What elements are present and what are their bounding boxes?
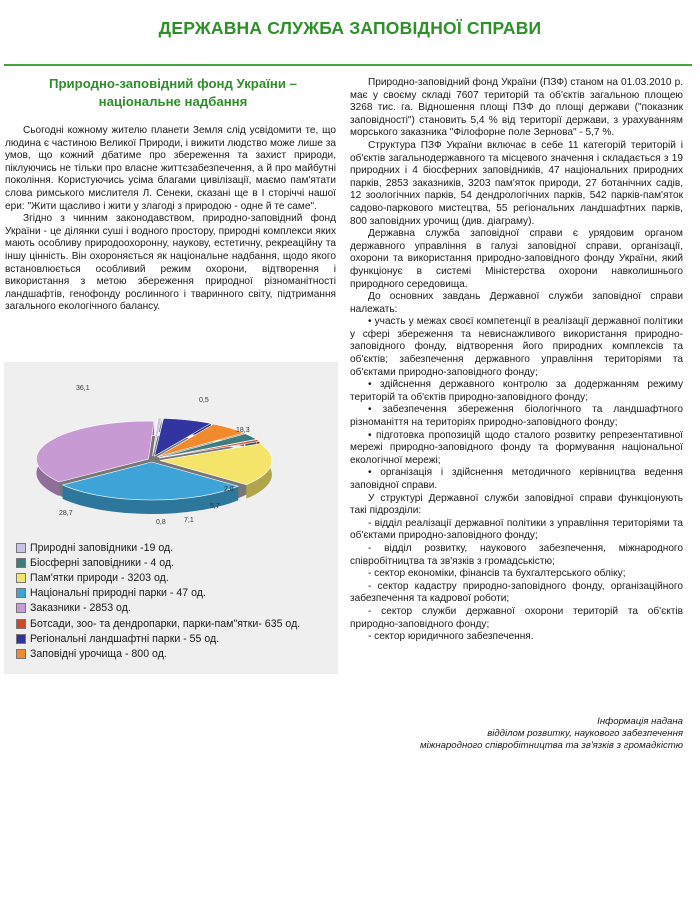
legend-item [16, 540, 331, 555]
legend-label: Заповідні урочища - 800 од. [30, 647, 167, 660]
intro-paragraph: Сьогодні кожному жителю планети Земля слід усвідомити те, що людина є частиною Великої Природи, і вижити людство може лише за умов, що кожний дбатиме про збереження та захист природи, піклуючись не тільки про власне життєзабезпечення, а й про майбутні покоління. Користуючись усіма благами цивілізації, маємо пам'ятати слова римського мислителя Л. Сенеки, сказані ще в I сторіччі нашої ери: "Жити щасливо і жити у злагоді з природою - одне й те саме". [5, 125, 336, 212]
article-credits [343, 716, 683, 753]
article-title: Природно-заповідний фонд України – національне надбання [49, 76, 297, 109]
header-divider [4, 64, 692, 66]
pie-value-label: 7,1 [184, 517, 194, 524]
list-item: - відділ розвитку, наукового забезпечення, міжнародного співробітництва та зв'язків з громадськістю; [350, 542, 683, 567]
legend-swatch [16, 558, 26, 568]
fund-structure-paragraph: Структура ПЗФ України включає в себе 11 категорій територій і об'єктів загальнодержавного та місцевого значення і складається з 19 природних і 4 біосферних заповідників, 47 національних природних парків, 2853 заказників, 3203 пам'яток природи, 27 ботанічних садів, 12 зоологічних парків, 54 дендрологічних парків, 542 парків-пам'яток садово-паркового мистецтва, 55 регіональних ландшафтних парків, 800 заповідних урочищ (див. діаграму). [350, 139, 683, 227]
chart-legend [16, 540, 331, 662]
list-item: • організація і здійснення методичного керівництва ведення заповідної справи. [350, 467, 683, 491]
legend-item [16, 586, 331, 601]
legend-swatch [16, 619, 26, 629]
legend-label: Біосферні заповідники - 4 од. [30, 556, 175, 569]
legend-label: Заказники - 2853 од. [30, 602, 131, 615]
list-item: - відділ реалізації державної політики з управління територіями та об'єктами природно-заповідного фонду; [350, 517, 683, 542]
structure-intro-paragraph: У структурі Державної служби заповідної справи функціонують такі підрозділи: [350, 492, 683, 517]
tasks-intro-paragraph: До основних завдань Державної служби заповідної справи належать: [350, 291, 683, 315]
legend-label: Пам'ятки природи - 3203 од. [30, 571, 169, 584]
legend-item [16, 616, 331, 631]
credits-line: Інформація надана [597, 716, 683, 727]
pie-chart [4, 362, 338, 674]
list-item: - сектор юридичного забезпечення. [368, 631, 534, 643]
list-item: - сектор кадастру природно-заповідного фонду, організаційного забезпечення та кадрової роботи; [350, 580, 683, 605]
pie-chart-svg [4, 362, 338, 537]
legend-item [16, 601, 331, 616]
legend-item [16, 570, 331, 585]
legend-item [16, 631, 331, 646]
legend-label: Ботсади, зоо- та дендропарки, парки-пам"ятки- 635 од. [30, 617, 301, 630]
pie-value-label: 36,1 [76, 385, 90, 392]
pie-value-label: 28,7 [59, 510, 73, 517]
legend-swatch [16, 588, 26, 598]
service-paragraph: Державна служба заповідної справи є урядовим органом державного управління в галузі заповідної справи, організації, охорони та використання природно-заповідного фонду України, який функціонує в системі Міністерства охорони навколишнього природного середовища. [350, 228, 683, 290]
pie-value-label: 0,8 [156, 519, 166, 526]
pie-value-label: 0,5 [199, 397, 209, 404]
tasks-list [350, 316, 683, 492]
left-column-text [5, 125, 336, 314]
legend-label: Регіональні ландшафтні парки - 55 од. [30, 632, 220, 645]
legend-swatch [16, 649, 26, 659]
fund-stats-paragraph: Природно-заповідний фонд України (ПЗФ) станом на 01.03.2010 р. має у своєму складі 7607 територій та об'єктів загальною площею 3268 тис. га. Відношення площі ПЗФ до площі держави ("показник заповідності") становить 5,4 % від території держави, з урахуванням морського заказника "Філофорне поле Зернова" - 5,7 %. [350, 77, 683, 139]
list-item: - сектор служби державної охорони територій та об'єктів природно-заповідного фонду; [350, 605, 683, 630]
list-item: • участь у межах своєї компетенції в реалізації державної політики у сфері збереження та невиснажливого використання природно-заповідного фонду, відтворення його природних комплексів та об'єктів; забезпечення державного управління територіями та об'єктами природно-заповідного фонду; [350, 316, 683, 378]
pie-value-label: 18,3 [236, 427, 250, 434]
page-header-title: ДЕРЖАВНА СЛУЖБА ЗАПОВІДНОЇ СПРАВИ [158, 18, 542, 38]
legend-item [16, 646, 331, 661]
pie-value-label: 5,7 [210, 503, 220, 510]
credits-line: міжнародного співробітництва та зв'язків з громадкістю [420, 740, 683, 752]
list-item: • підготовка пропозицій щодо сталого розвитку репрезентативної мережі природно-заповідного фонду та формування національної екологічної мережі; [350, 429, 683, 466]
right-column-text [350, 77, 683, 644]
legend-label: Природні заповідники -19 од. [30, 541, 174, 554]
legend-swatch [16, 634, 26, 644]
list-item: • здійснення державного контролю за додержанням режиму територій та об'єктів природно-заповідного фонду; [350, 379, 683, 403]
list-item: - сектор економіки, фінансів та бухгалтерського обліку; [368, 568, 626, 580]
legend-swatch [16, 603, 26, 613]
pie-value-label: 2,8 [224, 486, 234, 493]
law-paragraph: Згідно з чинним законодавством, природно-заповідний фонд України - це ділянки суші і водного простору, природні комплекси яких мають особливу природоохоронну, наукову, естетичну, рекреаційну та іншу цінність. Він охороняється як національне надбання, щодо якого встановлюється особливий режим охорони, відтворення і використання з метою збереження природної різноманітності ландшафтів, генофонду рослинного і тваринного світу, підтримання загального екологічного балансу. [5, 213, 336, 313]
legend-swatch [16, 573, 26, 583]
credits-line: відділом розвитку, наукового забезпечення [487, 728, 683, 740]
legend-item [16, 555, 331, 570]
legend-label: Національні природні парки - 47 од. [30, 587, 206, 600]
list-item: • забезпечення збереження біологічного та ландшафтного різноманіття на територіях природно-заповідного фонду; [350, 404, 683, 429]
legend-swatch [16, 543, 26, 553]
units-list [350, 518, 683, 644]
